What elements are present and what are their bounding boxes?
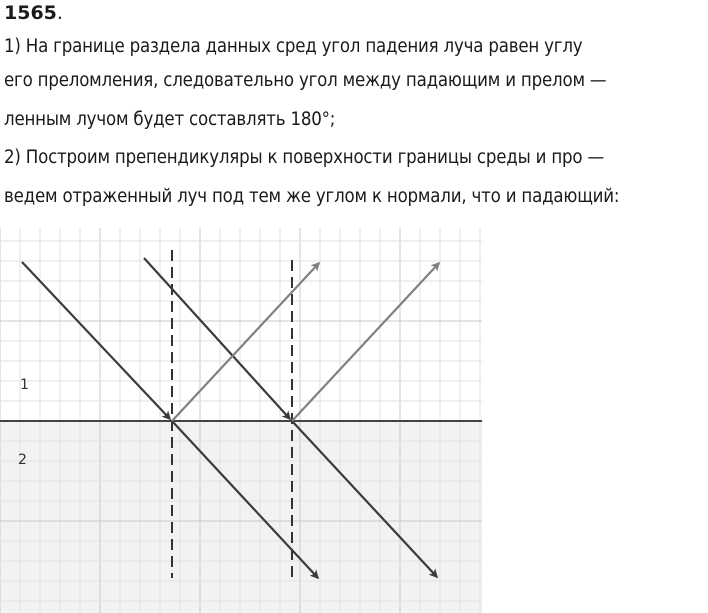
- solution-text: [4, 0, 708, 216]
- diagram-canvas: [0, 228, 482, 613]
- refraction-diagram: [0, 228, 482, 613]
- paragraph-line-1: 1) На границе раздела данных сред угол падения луча равен углу: [4, 36, 583, 57]
- lower-medium-area: [0, 421, 482, 613]
- paragraph-line-5: ведем отраженный луч под тем же углом к нормали, что и падающий:: [4, 185, 620, 207]
- task-number-suffix: .: [56, 2, 63, 24]
- paragraph-line-2: его преломления, следовательно угол между падающим и прелом —: [4, 70, 607, 91]
- task-number: [4, 0, 708, 26]
- paragraph-line-3: ленным лучом будет составлять 180°;: [4, 108, 336, 130]
- medium-label-lower: 2: [18, 452, 27, 468]
- task-number-value: 1565: [4, 2, 57, 24]
- reflected-ray-1: [172, 263, 319, 421]
- reflected-ray-2: [292, 263, 439, 421]
- medium-label-upper: 1: [20, 377, 29, 393]
- paragraph-line-4: 2) Построим препендикуляры к поверхности границы среды и про —: [4, 147, 604, 168]
- incident-ray-2: [144, 258, 290, 419]
